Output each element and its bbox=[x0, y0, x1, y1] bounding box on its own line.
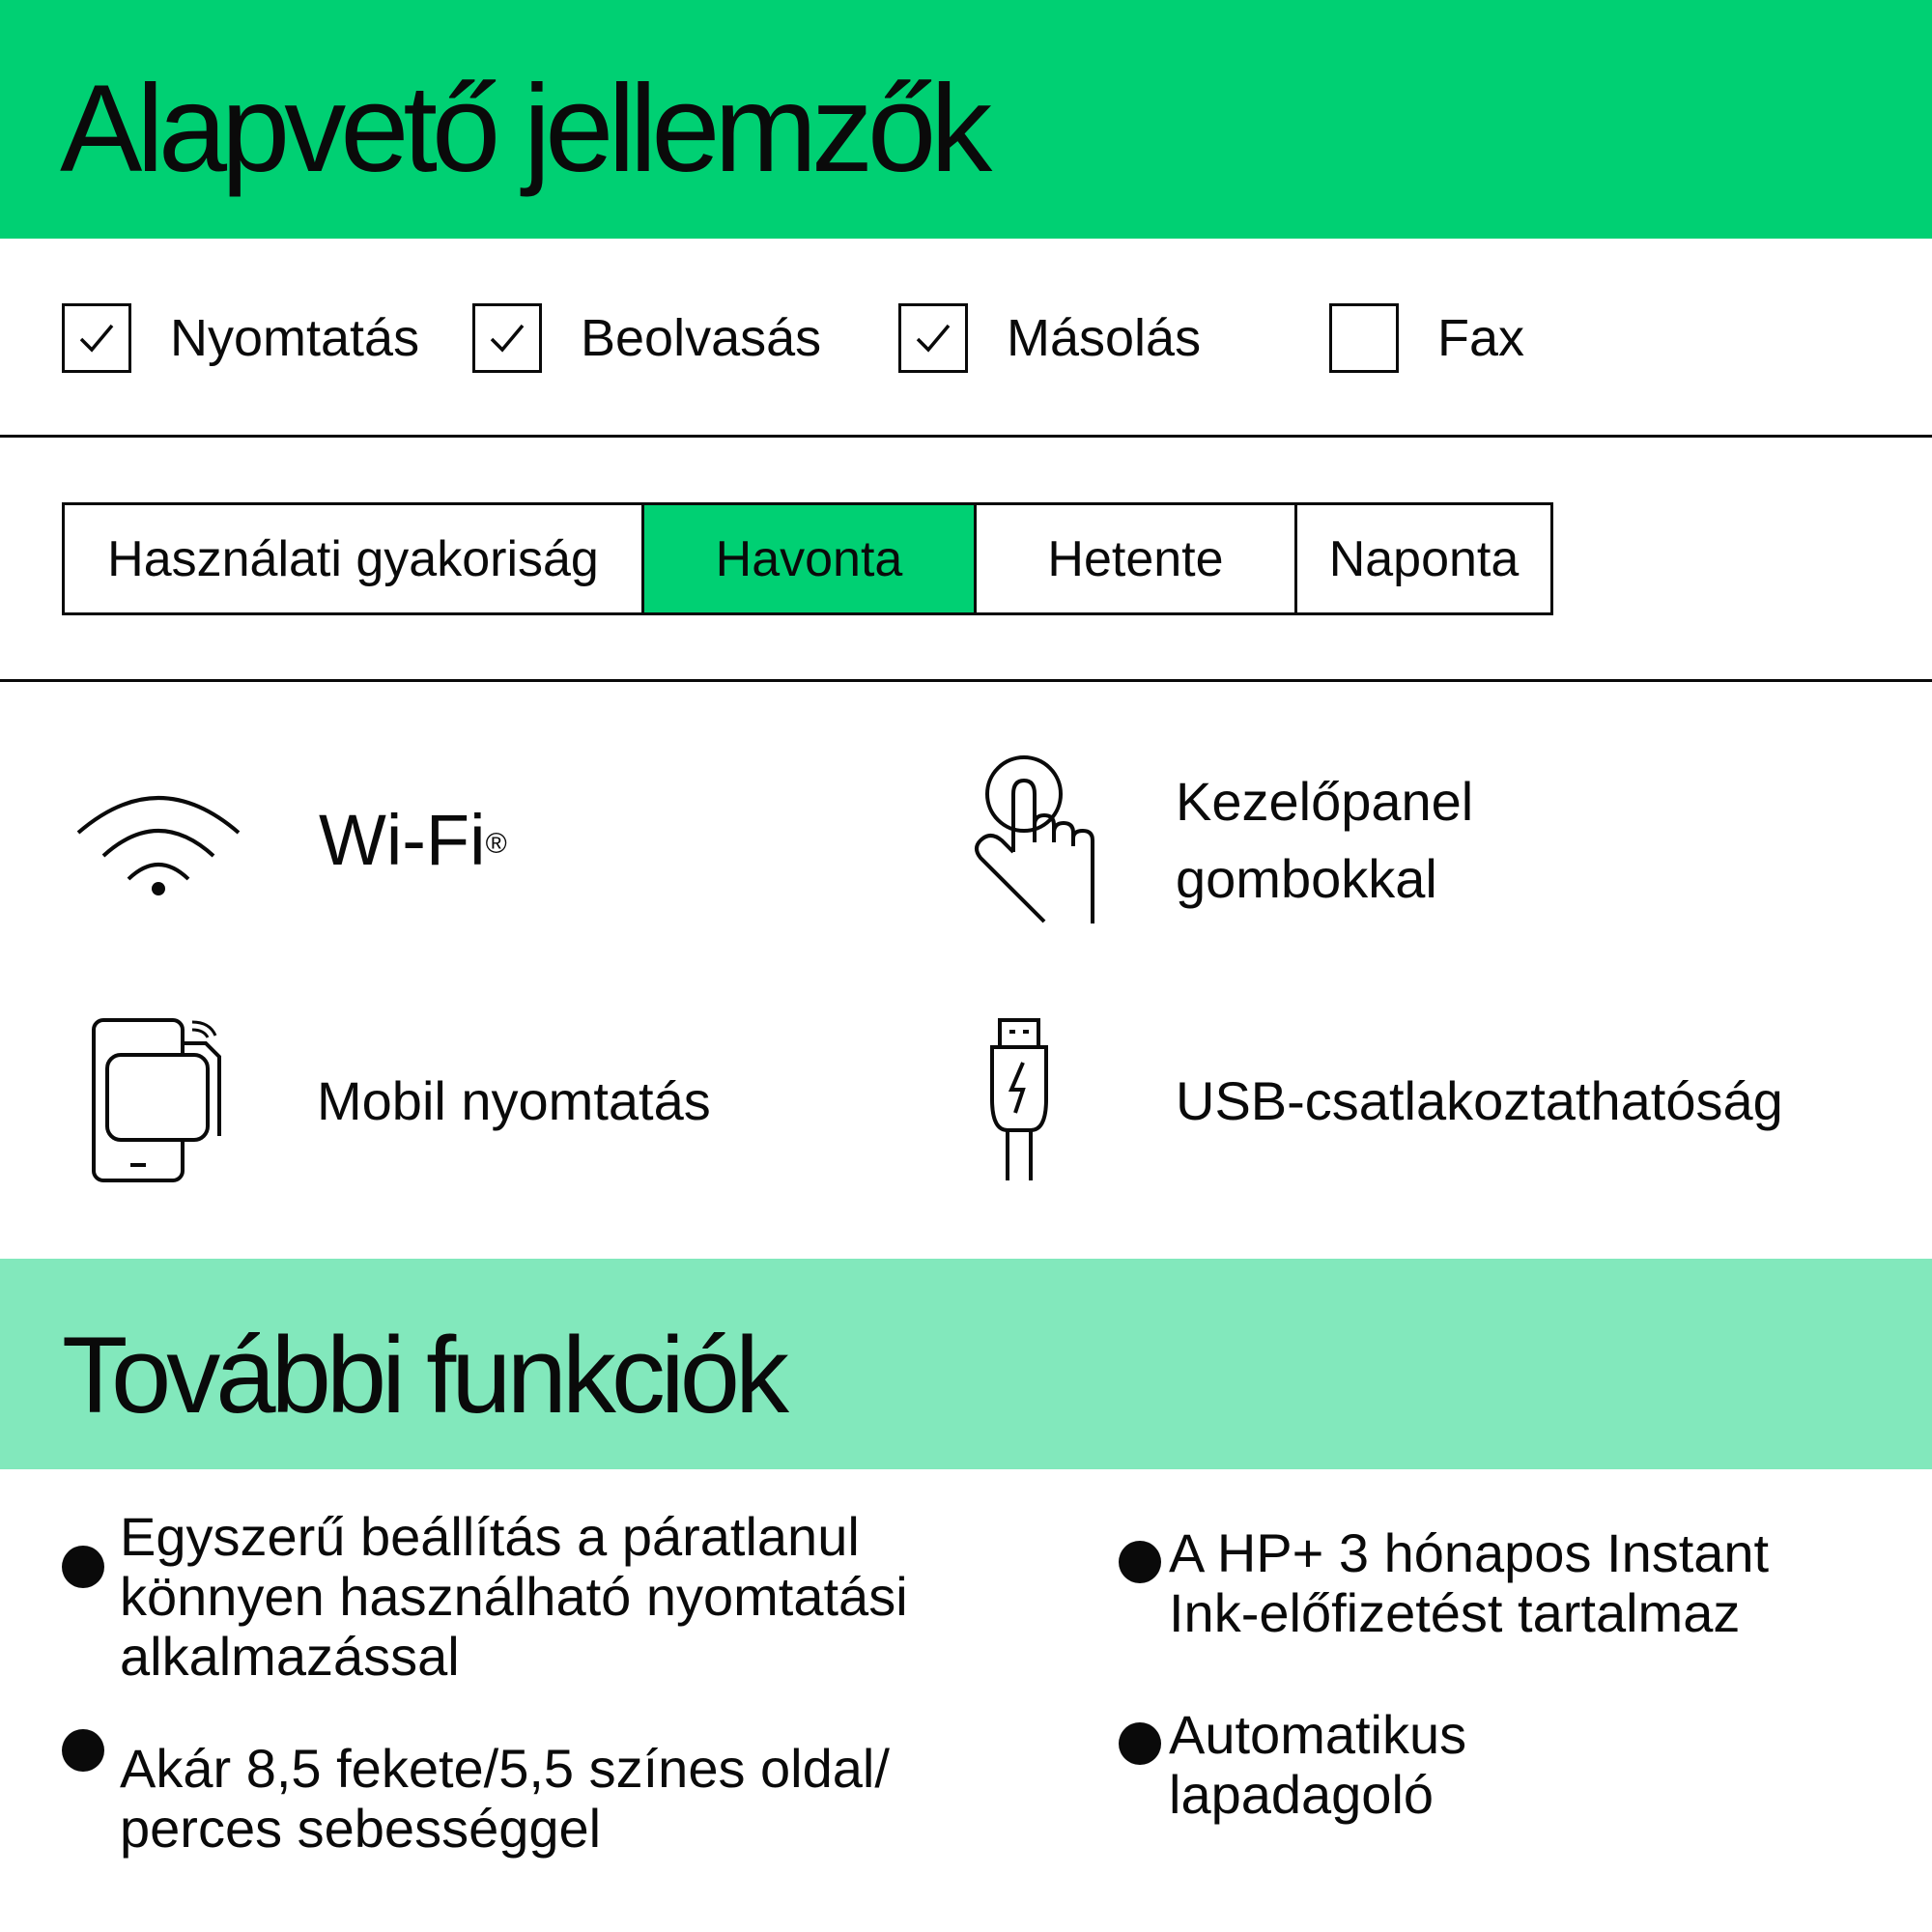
section-title: További funkciók bbox=[62, 1315, 785, 1435]
frequency-weekly: Hetente bbox=[974, 505, 1294, 612]
feature-mobile-print bbox=[62, 1014, 711, 1188]
divider bbox=[0, 679, 1932, 682]
list-item-text: A HP+ 3 hónapos Instant Ink-előfizetést tartalmaz bbox=[1169, 1522, 1770, 1643]
touch-hand-icon bbox=[942, 753, 1135, 927]
frequency-daily: Naponta bbox=[1294, 505, 1550, 612]
print-checkbox bbox=[62, 303, 131, 373]
function-scan bbox=[472, 299, 821, 377]
usage-frequency-table bbox=[62, 502, 1553, 615]
frequency-monthly: Havonta bbox=[641, 505, 974, 612]
function-label: Másolás bbox=[1007, 309, 1202, 367]
mobile-print-icon bbox=[62, 1014, 255, 1188]
list-item bbox=[1119, 1523, 1853, 1643]
bullet-dot bbox=[62, 1546, 104, 1588]
list-item-text: Egyszerű beállítás a páratlanul könnyen használható nyomtatási alkalmazással bbox=[120, 1506, 908, 1687]
fax-checkbox bbox=[1329, 303, 1399, 373]
divider bbox=[0, 435, 1932, 438]
function-copy bbox=[898, 299, 1201, 377]
copy-checkbox bbox=[898, 303, 968, 373]
bullet-dot bbox=[62, 1729, 104, 1772]
scan-checkbox bbox=[472, 303, 542, 373]
usage-frequency-label: Használati gyakoriság bbox=[107, 530, 599, 587]
function-label: Beolvasás bbox=[581, 309, 822, 367]
wifi-icon bbox=[62, 782, 255, 898]
bullet-dot bbox=[1119, 1541, 1161, 1583]
list-item-text: Automatikus lapadagoló bbox=[1169, 1704, 1467, 1825]
list-item bbox=[62, 1507, 970, 1687]
checkmark-icon bbox=[482, 313, 532, 363]
function-print bbox=[62, 299, 419, 377]
feature-label: Wi-Fi® bbox=[319, 800, 507, 880]
bullet-dot bbox=[1119, 1722, 1161, 1765]
checkmark-icon bbox=[908, 313, 958, 363]
feature-label: Mobil nyomtatás bbox=[317, 1070, 711, 1131]
function-label: Nyomtatás bbox=[170, 309, 420, 367]
header-banner bbox=[0, 0, 1932, 239]
usb-icon bbox=[923, 1014, 1116, 1188]
list-item bbox=[1119, 1705, 1853, 1825]
function-label: Fax bbox=[1437, 309, 1525, 367]
page-title: Alapvető jellemzők bbox=[60, 60, 987, 198]
feature-control-panel bbox=[942, 753, 1473, 927]
function-fax bbox=[1329, 299, 1524, 377]
function-checklist bbox=[0, 299, 1932, 377]
list-item-text: Akár 8,5 fekete/5,5 színes oldal/ perces sebességgel bbox=[120, 1738, 890, 1859]
feature-label: Kezelőpanel gombokkal bbox=[1176, 771, 1474, 909]
list-item bbox=[62, 1729, 970, 1859]
checkmark-icon bbox=[71, 313, 122, 363]
feature-usb bbox=[923, 1014, 1783, 1188]
feature-label: USB-csatlakoztathatóság bbox=[1176, 1070, 1783, 1131]
feature-wifi bbox=[62, 763, 507, 918]
